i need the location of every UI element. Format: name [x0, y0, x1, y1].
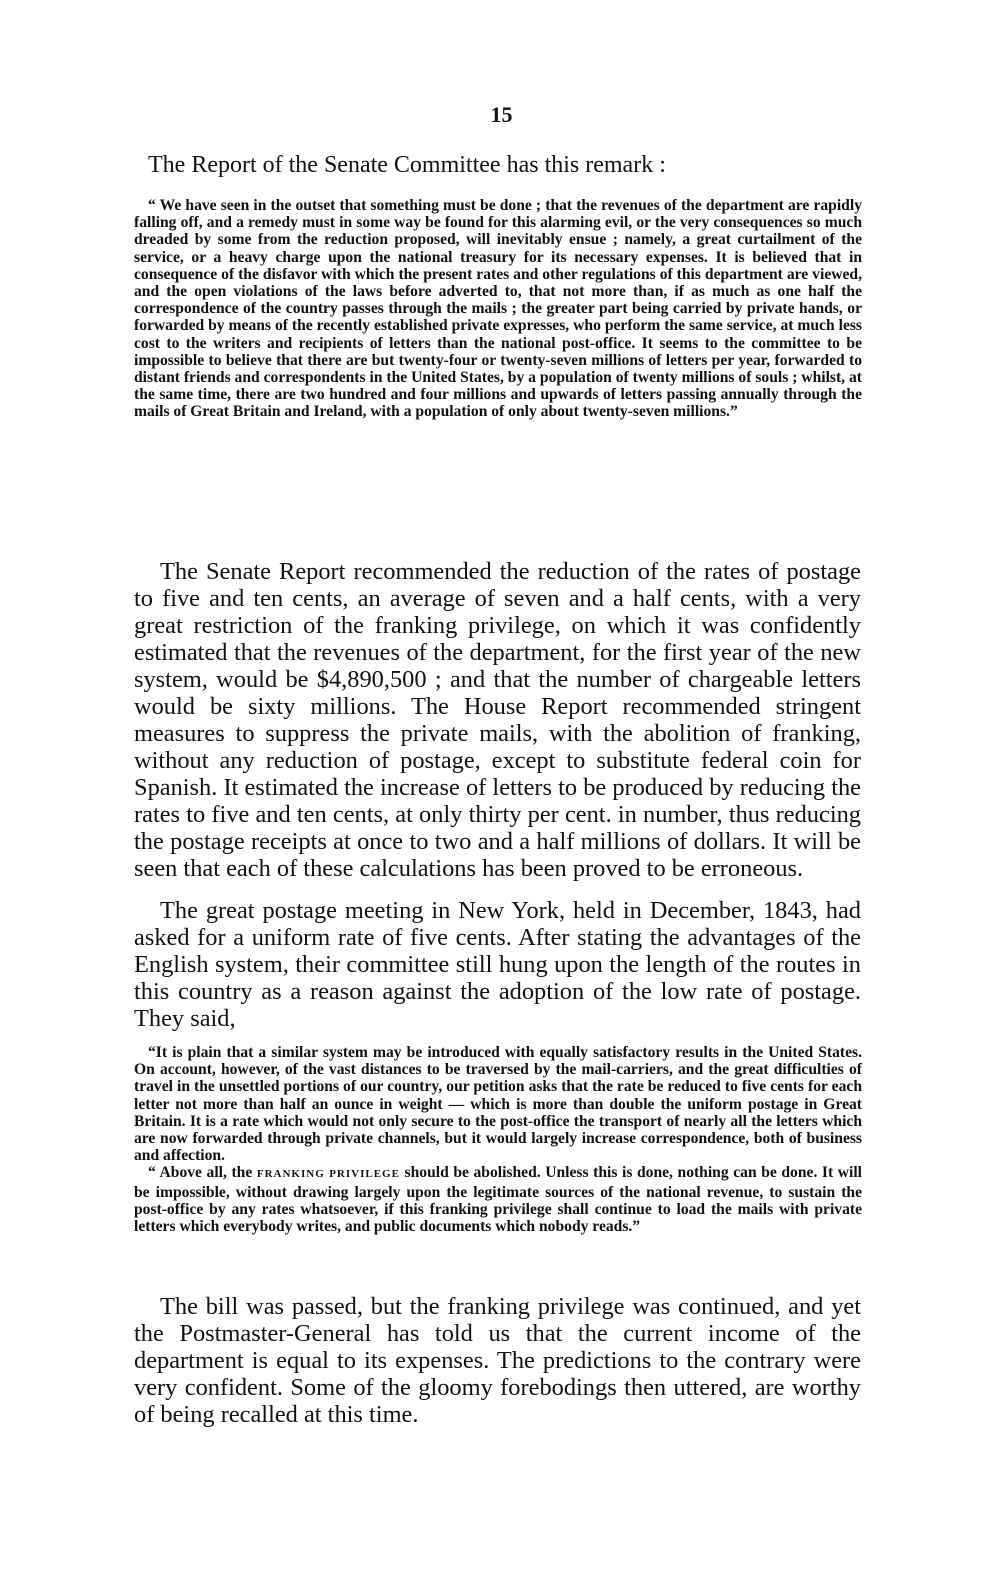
intro-line: The Report of the Senate Committee has this remark :: [148, 152, 666, 178]
paragraph-text: The Senate Report recommended the reduction of the rates of postage to five and ten cents, an average of seven and a half cents, with a very great restriction of the franking privilege, on which it was confidently estimated that the revenues of the department, for the first year of the new system, would be $4,890,500 ; and that the number of chargeable letters would be sixty millions. The House Report recommended stringent measures to suppress the private mails, with the abolition of franking, without any reduction of postage, except to substitute federal coin for Spanish. It estimated the increase of letters to be produced by reducing the rates to five and ten cents, at only thirty per cent. in number, thus reducing the postage receipts at once to two and a half millions of dollars. It will be seen that each of these calculations has been proved to be erroneous.: [134, 558, 861, 882]
small-caps-phrase: FRANKING PRIVILEGE: [256, 1168, 400, 1181]
quote-paragraph: “It is plain that a similar system may be introduced with equally satisfactory results in the United States. On account, however, of the vast distances to be traversed by the mail-carriers, and the great difficulties of travel in the unsettled portions of our country, our petition asks that the rate be reduced to five cents for each letter not more than half an ounce in weight — which is more than double the uniform postage in Great Britain. It is a rate which would not only secure to the post-office the transport of nearly all the letters which are now forwarded through private channels, but it would largely increase correspondence, both of business and affection.: [134, 1044, 862, 1165]
quote-lead: “ Above all, the: [148, 1164, 253, 1182]
paragraph-text: The bill was passed, but the franking privilege was continued, and yet the Postmaster-General has told us that the current income of the department is equal to its expenses. The predictions to the contrary were very confident. Some of the gloomy forebodings then uttered, are worthy of being recalled at this time.: [134, 1293, 861, 1428]
quote-paragraph: [134, 1164, 862, 1235]
body-paragraph-1: [134, 558, 861, 882]
new-york-meeting-quote: [134, 1044, 862, 1235]
quote-rest: should be abolished. Unless this is done, nothing can be done. It will be impossible, without drawing largely upon the legitimate sources of the national revenue, to sustain the post-office by any rates whatsoever, if this franking privilege shall continue to load the mails with private letters which everybody writes, and public documents which nobody reads.”: [134, 1164, 863, 1236]
quote-paragraph: “ We have seen in the outset that something must be done ; that the revenues of the department are rapidly falling off, and a remedy must in some way be found for this alarming evil, or the very consequences so much dreaded by some from the reduction proposed, will inevitably ensue ; namely, a great curtailment of the service, or a heavy charge upon the national treasury for its necessary expenses. It is believed that in consequence of the disfavor with which the present rates and other regulations of this department are viewed, and the open violations of the laws before adverted to, that not more than, if as much as one half the correspondence of the country passes through the mails ; the greater part being carried by private hands, or forwarded by means of the recently established private expresses, who perform the same service, at much less cost to the writers and recipients of letters than the national post-office. It seems to the committee to be impossible to believe that there are but twenty-four or twenty-seven millions of letters per year, forwarded to distant friends and correspondents in the United States, by a population of twenty millions of souls ; whilst, at the same time, there are two hundred and four millions and upwards of letters passing annually through the mails of Great Britain and Ireland, with a population of only about twenty-seven millions.”: [134, 197, 862, 421]
page-number: 15: [490, 102, 513, 127]
body-paragraph-3: [134, 1293, 861, 1428]
paragraph-text: The great postage meeting in New York, held in December, 1843, had asked for a uniform rate of five cents. After stating the advantages of the English system, their committee still hung upon the length of the routes in this country as a reason against the adoption of the low rate of postage. They said,: [134, 897, 861, 1032]
senate-report-quote: [134, 197, 862, 421]
body-paragraph-2: [134, 897, 861, 1032]
